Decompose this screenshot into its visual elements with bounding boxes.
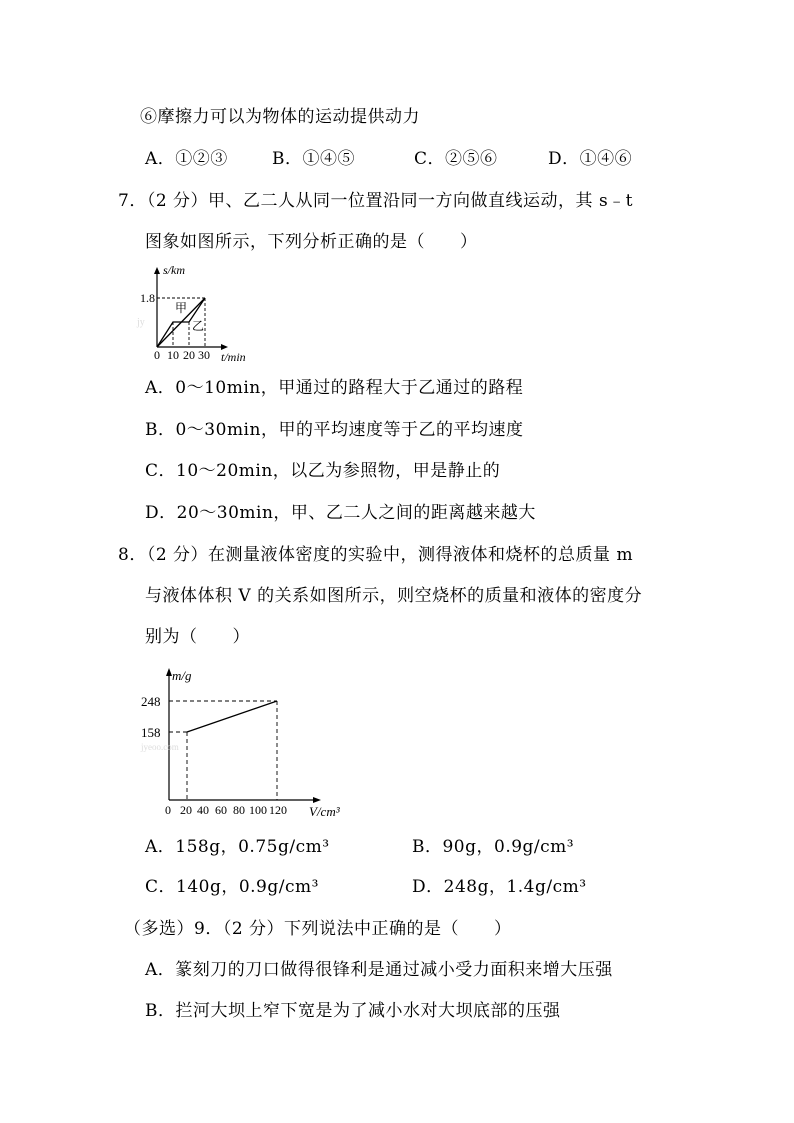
q8-option-d: D．248g，1.4g/cm³ [412,877,587,897]
q8-y-tick-158: 158 [141,725,161,740]
q7-x-tick-20: 20 [183,348,195,362]
q7-option-d: D．20～30min，甲、乙二人之间的距离越来越大 [145,503,536,523]
q8-m-v-graph [135,660,360,820]
q7-watermark: jy [137,317,145,328]
q8-x-tick-40: 40 [197,803,209,817]
q8-x-tick-0: 0 [165,803,171,817]
q7-y-axis-arrow [154,267,160,274]
q8-x-tick-60: 60 [215,803,227,817]
q7-stem-line1: 7．（2 分）甲、乙二人从同一位置沿同一方向做直线运动，其 s﹣t [118,191,633,211]
q8-x-tick-80: 80 [233,803,245,817]
q7-y-axis-label: s/km [163,263,185,277]
q6-option-b: B．①④⑤ [272,149,355,169]
q8-stem-line3: 别为（ ） [145,627,250,647]
q7-option-b: B．0～30min，甲的平均速度等于乙的平均速度 [145,420,524,440]
q7-x-tick-10: 10 [167,348,179,362]
q7-stem-line2: 图象如图所示，下列分析正确的是（ ） [145,232,478,252]
q6-option-d: D．①④⑥ [548,149,633,169]
q7-option-a: A．0～10min，甲通过的路程大于乙通过的路程 [145,378,524,398]
q7-x-tick-0: 0 [154,348,160,362]
q7-label-jia: 甲 [175,301,188,315]
q7-option-c: C．10～20min，以乙为参照物，甲是静止的 [145,461,501,481]
q7-x-axis-label: t/min [221,350,246,364]
q9-option-b: B．拦河大坝上窄下宽是为了减小水对大坝底部的压强 [145,1001,561,1021]
q8-option-a: A．158g，0.75g/cm³ [145,837,330,857]
q8-y-tick-248: 248 [141,694,161,709]
q8-stem-line2: 与液体体积 V 的关系如图所示，则空烧杯的质量和液体的密度分 [145,586,643,606]
q7-label-yi: 乙 [192,319,205,333]
q8-option-b: B．90g，0.9g/cm³ [412,837,575,857]
q7-s-t-graph [135,262,265,364]
q8-x-tick-100: 100 [249,803,267,817]
q9-option-a: A．篆刻刀的刀口做得很锋利是通过减小受力面积来增大压强 [145,960,613,980]
q6-item-6: ⑥摩擦力可以为物体的运动提供动力 [140,107,420,127]
q8-stem-line1: 8．（2 分）在测量液体密度的实验中，测得液体和烧杯的总质量 m [118,545,634,565]
q8-x-tick-120: 120 [269,803,287,817]
q7-x-tick-30: 30 [198,348,210,362]
q8-data-line [187,701,277,732]
q8-x-axis-label: V/cm³ [309,804,340,819]
q6-option-c: C．②⑤⑥ [414,149,498,169]
q9-stem: （多选）9．（2 分）下列说法中正确的是（ ） [124,919,512,939]
q7-y-tick-1-8: 1.8 [140,291,155,305]
q8-y-axis-label: m/g [172,668,192,683]
q8-x-axis-arrow [313,797,321,803]
q8-watermark: jyeoo.com [141,742,179,752]
q8-option-c: C．140g，0.9g/cm³ [145,877,319,897]
q6-option-a: A．①②③ [145,149,228,169]
q8-x-tick-20: 20 [180,803,192,817]
